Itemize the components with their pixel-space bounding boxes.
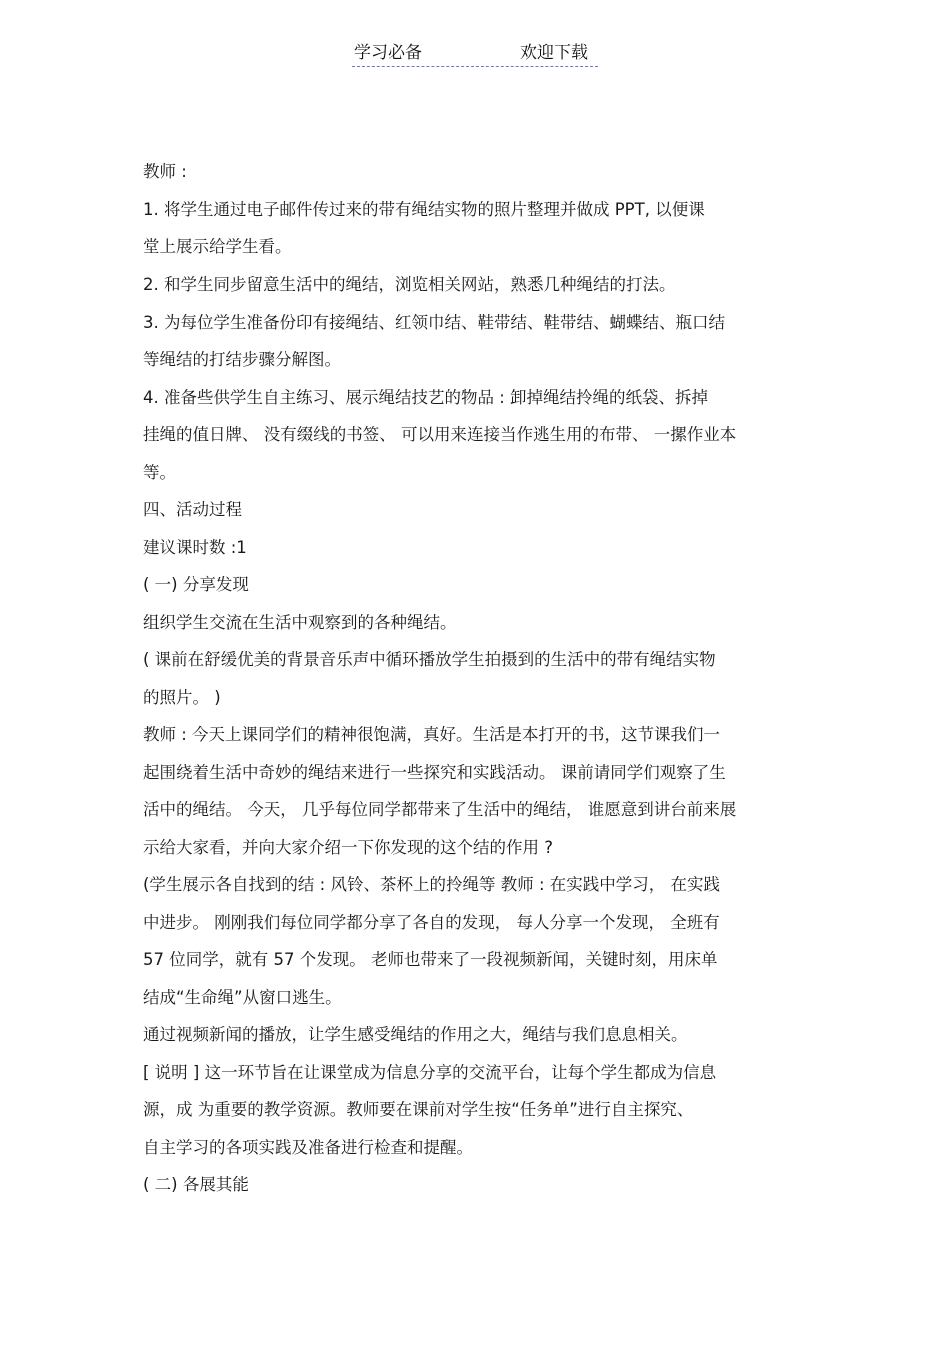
text-line: 57 位同学，就有 57 个发现。 老师也带来了一段视频新闻，关键时刻，用床单	[143, 950, 718, 969]
text-line: 4. 准备些供学生自主练习、展示绳结技艺的物品 : 卸掉绳结拎绳的纸袋、拆掉	[143, 388, 709, 407]
text-line: 源，成 为重要的教学资源。教师要在课前对学生按“任务单”进行自主探究、	[143, 1100, 694, 1119]
text-line: [ 说明 ] 这一环节旨在让课堂成为信息分享的交流平台，让每个学生都成为信息	[143, 1063, 717, 1082]
text-line: 结成“生命绳”从窗口逃生。	[143, 988, 342, 1007]
text-line: 等。	[143, 463, 176, 482]
subsection-heading: ( 二) 各展其能	[143, 1175, 249, 1194]
text-line: 2. 和学生同步留意生活中的绳结，浏览相关网站，熟悉几种绳结的打法。	[143, 275, 676, 294]
section-heading: 四、活动过程	[143, 500, 242, 519]
text-line: 示给大家看，并向大家介绍一下你发现的这个结的作用 ?	[143, 838, 554, 857]
text-line: 组织学生交流在生活中观察到的各种绳结。	[143, 613, 457, 632]
text-line: 的照片。 )	[143, 688, 221, 707]
text-line: 挂绳的值日牌、 没有缀线的书签、 可以用来连接当作逃生用的布带、 一摞作业本	[143, 425, 737, 444]
text-line: 堂上展示给学生看。	[143, 237, 292, 256]
header-right-text: 欢迎下载	[520, 43, 588, 63]
text-line: 1. 将学生通过电子邮件传过来的带有绳结实物的照片整理并做成 PPT, 以便课	[143, 200, 705, 219]
text-line: 起围绕着生活中奇妙的绳结来进行一些探究和实践活动。 课前请同学们观察了生	[143, 763, 726, 782]
text-line: 通过视频新闻的播放，让学生感受绳结的作用之大，绳结与我们息息相关。	[143, 1025, 688, 1044]
text-line: 建议课时数 :1	[143, 538, 247, 557]
text-line: 教师 :	[143, 162, 187, 181]
page-header	[352, 40, 598, 67]
text-line: (学生展示各自找到的结 : 风铃、茶杯上的拎绳等 教师 : 在实践中学习， 在实践	[143, 875, 721, 894]
text-line: 活中的绳结。 今天， 几乎每位同学都带来了生活中的绳结， 谁愿意到讲台前来展	[143, 800, 737, 819]
text-line: ( 课前在舒缓优美的背景音乐声中循环播放学生拍摄到的生活中的带有绳结实物	[143, 650, 716, 669]
text-line: 等绳结的打结步骤分解图。	[143, 350, 341, 369]
text-line: 3. 为每位学生准备份印有接绳结、红领巾结、鞋带结、鞋带结、蝴蝶结、瓶口结	[143, 313, 725, 332]
text-line: 自主学习的各项实践及准备进行检查和提醒。	[143, 1138, 473, 1157]
subsection-heading: ( 一) 分享发现	[143, 575, 249, 594]
header-left-text: 学习必备	[354, 43, 422, 63]
text-line: 中进步。 刚刚我们每位同学都分享了各自的发现， 每人分享一个发现， 全班有	[143, 913, 720, 932]
text-line: 教师 : 今天上课同学们的精神很饱满，真好。生活是本打开的书，这节课我们一	[143, 725, 721, 744]
